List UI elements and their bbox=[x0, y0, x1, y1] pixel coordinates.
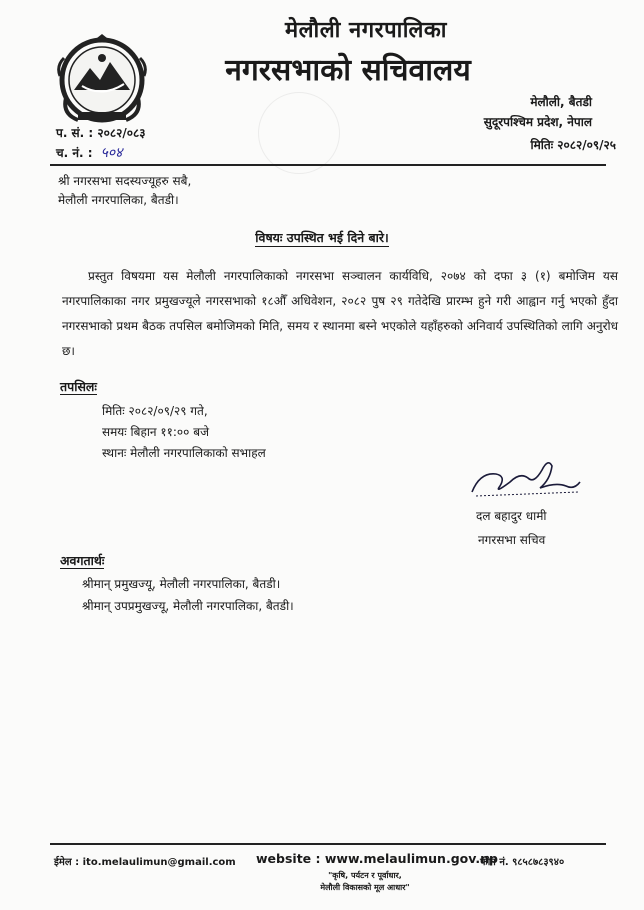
recipient-line-1: श्री नगरसभा सदस्यज्यूहरु सबै, bbox=[58, 174, 192, 188]
cc-item: श्रीमान् उपप्रमुखज्यू, मेलौली नगरपालिका, बैतडी। bbox=[82, 599, 294, 613]
address-line-1: मेलौली, बैतडी bbox=[530, 95, 592, 109]
details-heading bbox=[60, 378, 97, 395]
subject-text: विषयः उपस्थित भई दिने बारे। bbox=[255, 230, 389, 245]
office-name: नगरसभाको सचिवालय bbox=[225, 53, 471, 88]
dispatch-number: ५०४ bbox=[100, 145, 123, 161]
letter-date: मितिः २०८२/०९/२५ bbox=[530, 138, 616, 152]
header-divider bbox=[50, 164, 606, 166]
signatory-name: दल बहादुर धामी bbox=[476, 509, 547, 523]
motto-line-1: "कृषि, पर्यटन र पूर्वाधार, bbox=[328, 871, 402, 880]
recipient-line-2: मेलौली नगरपालिका, बैतडी। bbox=[58, 193, 179, 207]
cc-heading bbox=[60, 552, 104, 569]
government-emblem-icon bbox=[52, 28, 152, 126]
faint-stamp bbox=[258, 92, 340, 174]
footer-phone: फोन नं. ९८५८७८३९४० bbox=[480, 857, 565, 868]
subject-line bbox=[0, 229, 644, 246]
address-line-2: सुदूरपश्चिम प्रदेश, नेपाल bbox=[483, 115, 592, 129]
letter-body: प्रस्तुत विषयमा यस मेलौली नगरपालिकाको नगरसभा सञ्चालन कार्यविधि, २०७४ को दफा ३ (१) बमोजिम यस नगरपालिकाका नगर प्रमुखज्यूले नगरसभाको १८औँ अधिवेशन, २०८२ पुष २९ गतेदेखि प्रारम्भ हुने गरी आह्वान गर्नु भएको हुँदा नगरसभाको प्रथम बैठक तपसिल बमोजिमको मिति, समय र स्थानमा बस्ने भएकोले यहाँहरुको अनिवार्य उपस्थितिको लागि अनुरोध छ। bbox=[62, 269, 618, 358]
meeting-date: मितिः २०८२/०९/२९ गते, bbox=[102, 404, 208, 418]
motto-line-2: मेलौली विकासको मूल आधार" bbox=[320, 883, 410, 892]
meeting-time: समयः बिहान ११:०० बजे bbox=[102, 425, 209, 439]
footer-divider bbox=[50, 843, 606, 845]
signature bbox=[466, 452, 586, 504]
cc-item: श्रीमान् प्रमुखज्यू, मेलौली नगरपालिका, बैतडी। bbox=[82, 577, 281, 591]
dispatch-number-row bbox=[56, 143, 122, 162]
cc-heading-text: अवगतार्थः bbox=[60, 553, 105, 568]
reference-number: प. सं. : २०८२/०८३ bbox=[56, 126, 146, 140]
footer-website: website : www.melaulimun.gov.np bbox=[256, 851, 498, 866]
details-heading-text: तपसिलः bbox=[60, 379, 97, 394]
dispatch-label: च. नं. : bbox=[56, 146, 93, 160]
signatory-title: नगरसभा सचिव bbox=[478, 533, 546, 547]
org-name: मेलौली नगरपालिका bbox=[284, 18, 448, 43]
meeting-venue: स्थानः मेलौली नगरपालिकाको सभाहल bbox=[102, 446, 266, 460]
footer-email: ईमेल : ito.melaulimun@gmail.com bbox=[54, 857, 236, 868]
